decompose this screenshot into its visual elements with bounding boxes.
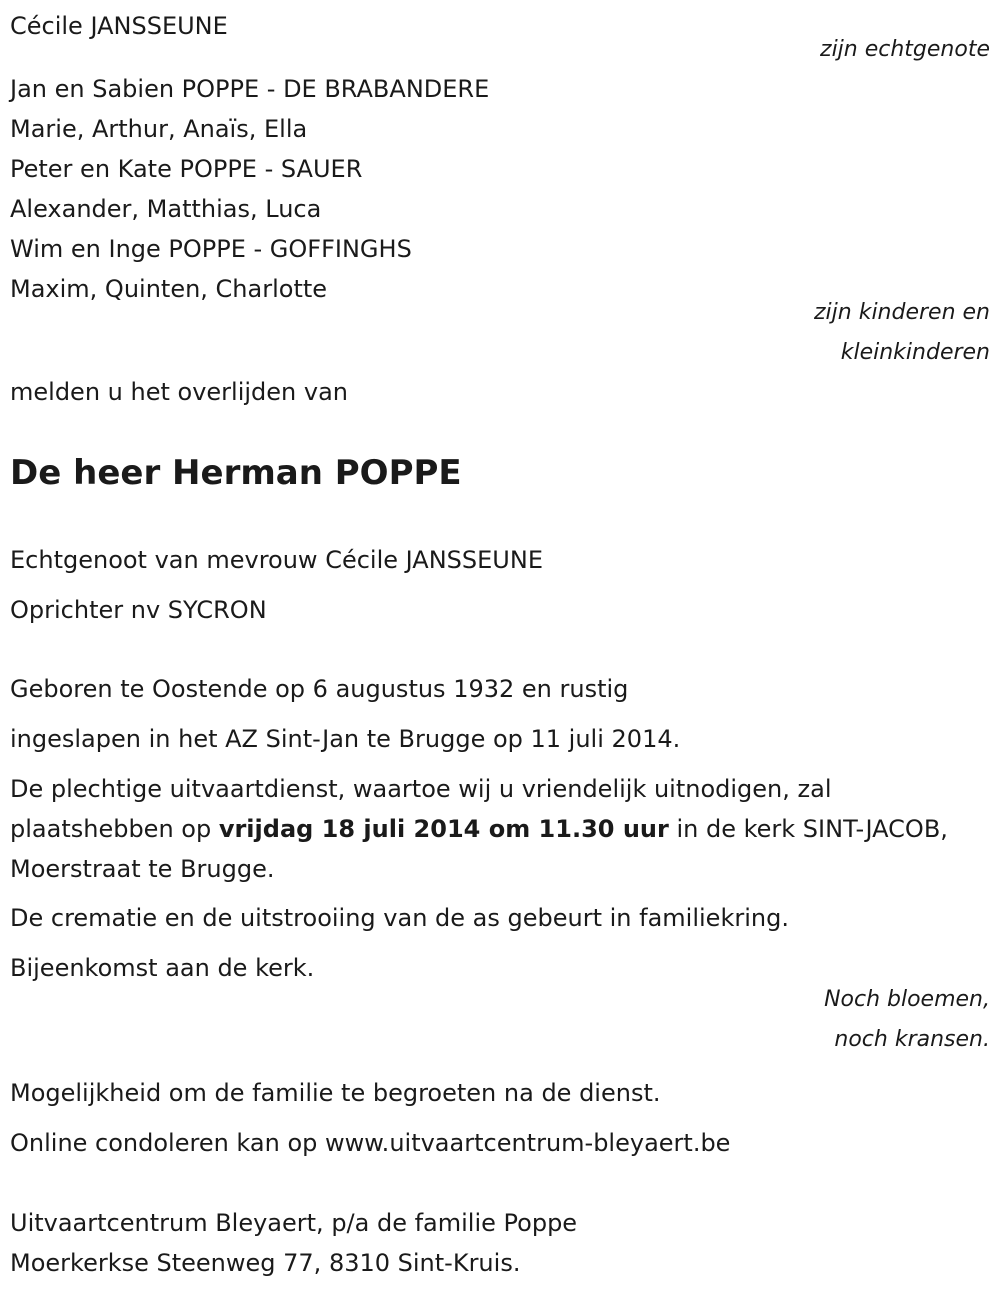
spouse-name: Cécile JANSSEUNE: [10, 12, 228, 40]
family-line: Jan en Sabien POPPE - DE BRABANDERE: [10, 75, 490, 103]
greeting-line: Mogelijkheid om de familie te begroeten na de dienst.: [10, 1079, 661, 1107]
announcement: melden u het overlijden van: [10, 378, 348, 406]
family-line: Alexander, Matthias, Luca: [10, 195, 322, 223]
deceased-spouse-line: Echtgenoot van mevrouw Cécile JANSSEUNE: [10, 546, 543, 574]
spouse-role: zijn echtgenote: [820, 37, 990, 62]
footer-address-line2: Moerkerkse Steenweg 77, 8310 Sint-Kruis.: [10, 1249, 521, 1277]
service-text-before: De plechtige uitvaartdienst, waartoe wij u vriendelijk uitnodigen, zal plaatshebben op: [10, 775, 832, 843]
footer-address-line1: Uitvaartcentrum Bleyaert, p/a de familie Poppe: [10, 1209, 578, 1237]
family-role-line2: kleinkinderen: [840, 340, 990, 365]
family-line: Marie, Arthur, Anaïs, Ella: [10, 115, 308, 143]
funeral-service-paragraph: [10, 769, 995, 889]
flowers-line1: Noch bloemen,: [824, 987, 990, 1012]
family-line: Peter en Kate POPPE - SAUER: [10, 155, 363, 183]
service-date: vrijdag 18 juli 2014 om 11.30 uur: [218, 815, 669, 843]
flowers-line2: noch kransen.: [834, 1027, 990, 1052]
online-condolence-line: Online condoleren kan op www.uitvaartcentrum-bleyaert.be: [10, 1129, 731, 1157]
cremation-line: De crematie en de uitstrooiing van de as gebeurt in familiekring.: [10, 904, 789, 932]
family-line: Wim en Inge POPPE - GOFFINGHS: [10, 235, 412, 263]
death-line: ingeslapen in het AZ Sint-Jan te Brugge op 11 juli 2014.: [10, 725, 681, 753]
service-text-after: in de kerk SINT-JACOB, Moerstraat te Brugge.: [10, 815, 948, 883]
family-role-line1: zijn kinderen en: [814, 300, 990, 325]
deceased-occupation: Oprichter nv SYCRON: [10, 596, 267, 624]
gathering-line: Bijeenkomst aan de kerk.: [10, 954, 315, 982]
family-line: Maxim, Quinten, Charlotte: [10, 275, 328, 303]
deceased-name: De heer Herman POPPE: [10, 453, 462, 493]
birth-line: Geboren te Oostende op 6 augustus 1932 en rustig: [10, 675, 629, 703]
